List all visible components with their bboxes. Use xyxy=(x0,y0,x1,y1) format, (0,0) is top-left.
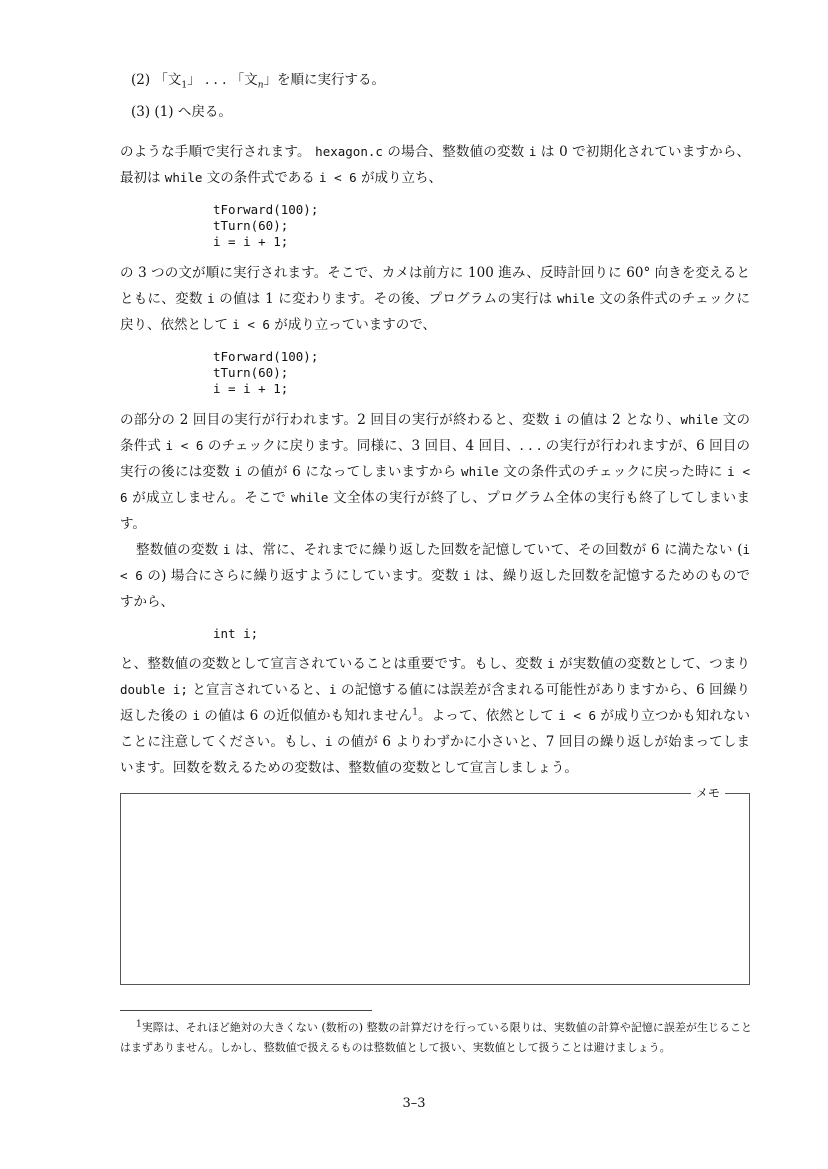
memo-label: メモ xyxy=(691,784,725,802)
inline-code: i < 6 xyxy=(232,317,270,332)
paragraph-5 xyxy=(120,651,750,781)
text: 文の条件式 xyxy=(120,412,750,454)
inline-code: i xyxy=(207,291,215,306)
paragraph-3 xyxy=(120,407,750,537)
text: のような手順で実行されます。 xyxy=(120,144,311,160)
inline-code: while xyxy=(557,291,595,306)
step-2-text: を順に実行する。 xyxy=(277,72,385,88)
inline-code: i xyxy=(463,568,471,583)
text: と宣言されていると、 xyxy=(192,682,329,698)
inline-code: i xyxy=(528,144,537,159)
text: が成立しません。そこで xyxy=(132,490,287,506)
text: は、繰り返した回数を記憶するためのものですから、 xyxy=(120,568,751,610)
inline-code: i xyxy=(192,708,200,723)
step-3-text: (1) へ戻る。 xyxy=(154,104,232,120)
text: と、整数値の変数として宣言されていることは重要です。もし、変数 xyxy=(120,656,543,672)
statement-word: 文 xyxy=(167,72,182,88)
step-3-number: (3) xyxy=(131,104,151,120)
inline-code: i < 6 xyxy=(319,170,357,185)
text: の場合、整数値の変数 xyxy=(387,144,525,160)
text: が実数値の変数として、つまり xyxy=(559,656,751,672)
inline-code: i xyxy=(222,542,231,557)
paragraph-2 xyxy=(120,260,750,338)
quote-close: 」 xyxy=(263,72,277,88)
footnote-number: 1 xyxy=(136,1019,142,1030)
inline-code: while xyxy=(164,170,203,185)
inline-code: i < 6 xyxy=(120,542,751,583)
inline-code: i xyxy=(328,682,337,697)
text: が成り立っていますので、 xyxy=(274,317,436,333)
text: が成り立ち、 xyxy=(360,170,442,186)
inline-code: while xyxy=(461,464,499,479)
text: 文の条件式のチェックに戻り、依然として xyxy=(120,291,750,333)
quote-open: 「 xyxy=(230,72,245,88)
text: は 0 で初期化されていますから、最初は xyxy=(120,144,751,186)
text: の) 場合にさらに繰り返すようにしています。変数 xyxy=(147,568,459,584)
text: 整数値の変数 xyxy=(136,542,219,558)
subscript: n xyxy=(257,80,264,91)
step-2 xyxy=(131,70,385,90)
text: の記憶する値には誤差が含まれる可能性がありますから、6 回繰り返した後の xyxy=(120,682,750,724)
text: 文の条件式のチェックに戻った時に xyxy=(503,464,723,480)
text: の値が 6 よりわずかに小さいと、7 回目の繰り返しが始まってしまいます。回数を数えるための変数は、整数値の変数として宣言しましょう。 xyxy=(120,734,750,776)
footnote-text: 実際は、それほど絶対の大きくない (数桁の) 整数の計算だけを行っている限りは、実数値の計算や記憶に誤差が生じることはまずありません。しかし、整数値で扱えるものは整数値として扱い、実数値として扱うことは避けましょう。 xyxy=(120,1021,752,1054)
footnote xyxy=(120,1018,752,1058)
code-block-3: int i; xyxy=(213,626,259,641)
inline-code: double i; xyxy=(120,682,188,697)
text: の部分の 2 回目の実行が行われます。2 回目の実行が終わると、変数 xyxy=(120,412,550,428)
subscript: 1 xyxy=(181,80,188,91)
memo-box xyxy=(120,786,750,985)
code-block-1: tForward(100); tTurn(60); i = i + 1; xyxy=(213,202,319,249)
text: 。よって、依然として xyxy=(417,708,554,724)
text: 文全体の実行が終了し、プログラム全体の実行も終了してしまいます。 xyxy=(120,490,751,532)
inline-code: i xyxy=(234,464,242,479)
inline-code: hexagon.c xyxy=(315,144,383,159)
step-2-number: (2) xyxy=(131,72,151,88)
footnote-rule xyxy=(120,1010,372,1011)
inline-code: i xyxy=(554,412,562,427)
text: の値は 6 の近似値かも知れません xyxy=(204,708,413,724)
step-3 xyxy=(131,102,232,122)
statement-word: 文 xyxy=(244,72,258,88)
code-block-2: tForward(100); tTurn(60); i = i + 1; xyxy=(213,349,319,396)
inline-code: i < 6 xyxy=(558,708,597,723)
text: のチェックに戻ります。同様に、3 回目、4 回目、. . . の実行が行われますが、6 回目の実行の後には変数 xyxy=(120,438,751,480)
quote-open: 「 xyxy=(154,72,168,88)
footnote-ref: 1 xyxy=(412,707,418,718)
text: の値が 6 になってしまいますから xyxy=(246,464,457,480)
inline-code: i < 6 xyxy=(120,464,750,505)
text: が成り立つかも知れないことに注意してください。もし、 xyxy=(120,708,751,750)
quote-close: 」 xyxy=(187,72,201,88)
inline-code: while xyxy=(680,412,719,427)
inline-code: while xyxy=(290,490,329,505)
inline-code: i xyxy=(324,734,333,749)
text: の値は 1 に変わります。その後、プログラムの実行は xyxy=(219,291,553,307)
paragraph-4 xyxy=(120,537,750,615)
ellipsis: . . . xyxy=(200,72,231,88)
text: は、常に、それまでに繰り返した回数を記憶していて、その回数が 6 に満たない ( xyxy=(234,542,743,558)
text: の値は 2 となり、 xyxy=(566,412,681,428)
text: 文の条件式である xyxy=(206,170,315,186)
paragraph-1 xyxy=(120,139,750,191)
text: の 3 つの文が順に実行されます。そこで、カメは前方に 100 進み、反時計回りに 60° 向きを変えるとともに、変数 xyxy=(120,265,750,307)
page-number: 3–3 xyxy=(402,1096,426,1111)
inline-code: i xyxy=(547,656,555,671)
inline-code: i < 6 xyxy=(165,438,204,453)
